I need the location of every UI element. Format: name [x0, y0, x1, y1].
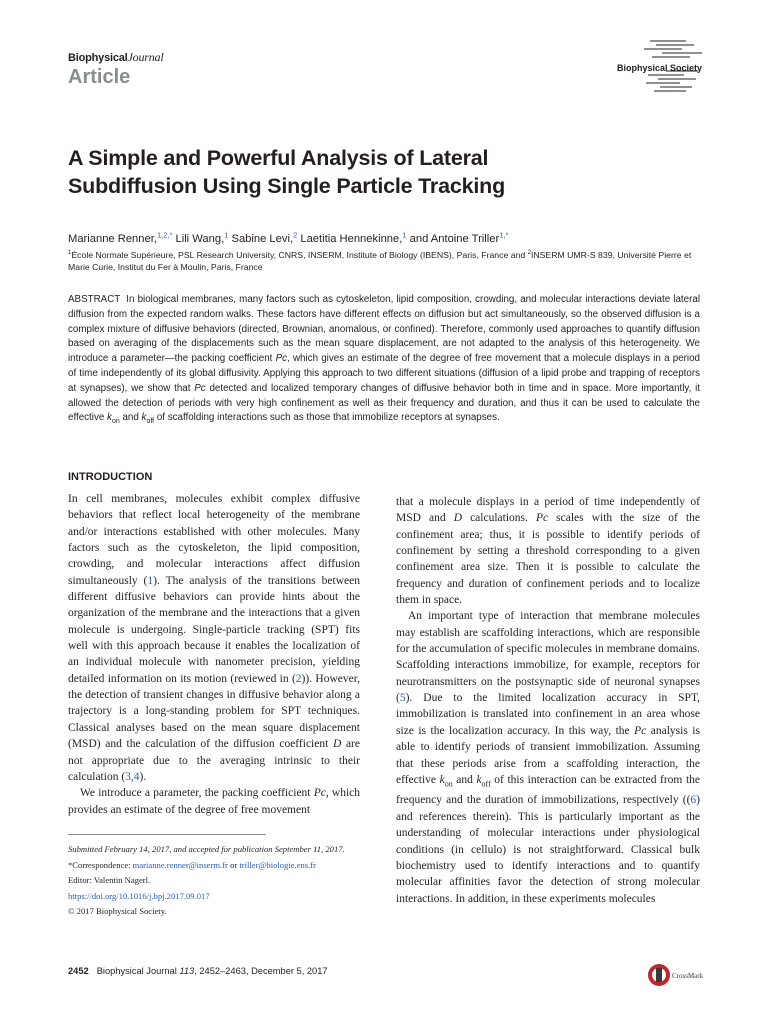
citation-link[interactable]: 2: [295, 672, 302, 685]
citation-link[interactable]: 1: [147, 574, 154, 587]
citation-link[interactable]: 3,4: [125, 770, 140, 783]
author[interactable]: Marianne Renner,$^{1,2,*}$: [68, 230, 173, 245]
author[interactable]: Sabine Levi,$^2$: [231, 230, 298, 245]
author[interactable]: Lili Wang,$^1$: [175, 230, 229, 245]
page-footer: 2452 Biophysical Journal 113, 2452–2463, December 5, 2017: [68, 966, 328, 976]
section-heading-introduction: INTRODUCTION: [68, 471, 153, 483]
author[interactable]: and Antoine Triller$^{1,*}$: [409, 230, 509, 245]
article-type-label: Article: [68, 66, 131, 88]
editor-note: Editor: Valentin Nagerl.: [68, 875, 151, 885]
footnote-divider: [68, 834, 266, 835]
paragraph: We introduce a parameter, the packing coefficient Pc, which provides an estimate of the degree of free movement: [68, 787, 360, 816]
abstract-label: ABSTRACT: [68, 294, 121, 305]
correspondence: *Correspondence: marianne.renner@inserm.fr or triller@biologie.ens.fr: [68, 859, 317, 870]
title-line-2: Subdiffusion Using Single Particle Tracking: [68, 174, 506, 198]
body-column-right: [396, 494, 700, 907]
email-link[interactable]: marianne.renner@inserm.fr: [132, 859, 228, 870]
footnotes: [68, 842, 360, 920]
journal-name: BiophysicalJournal: [68, 50, 164, 64]
author[interactable]: Laetitia Hennekinne,$^1$: [300, 230, 407, 245]
crossmark-icon: [646, 960, 706, 990]
page-number: 2452: [68, 966, 89, 976]
author-list: [68, 230, 708, 245]
paragraph: that a molecule displays in a period of time independently of MSD and D calculations. Pc scales with the size of the confinement area; thus, it is possible to identify periods of confinement by setting a threshold corresponding to a given confinement area size. Then it is possible to calculate the frequency and duration of confinement periods and to localize them in space.: [396, 496, 700, 607]
copyright: © 2017 Biophysical Society.: [68, 906, 167, 916]
email-link[interactable]: triller@biologie.ens.fr: [239, 859, 317, 870]
society-name: Biophysical Society: [616, 63, 702, 73]
doi-link[interactable]: https://doi.org/10.1016/j.bpj.2017.09.017: [68, 890, 210, 901]
citation-link[interactable]: 5: [399, 692, 406, 705]
crossmark-label: CrossMark: [672, 972, 704, 980]
affiliations: $^1$École Normale Supérieure, PSL Research University, CNRS, INSERM, Institute of Biology (IBENS), Paris, France and $^2$INSERM UMR-S 839, Université Pierre et Marie Curie, Institut du Fer à Moulin, Paris, France: [68, 249, 692, 272]
citation-link[interactable]: 6: [690, 794, 697, 807]
paragraph: In cell membranes, molecules exhibit complex diffusive behaviors that reflect local heterogeneity of the membrane and/or interactions established with other molecules. Many factors such as the cytoskeleton, the lipid composition, crowding, and molecular interactions affect diffusion simultaneously (1). The analysis of the transitions between different diffusive behaviors can provide hints about the organization of the membrane and the interactions that a given molecule is undergoing. Single-particle tracking (SPT) fits well with this approach because it enables the localization of an individual molecule with nanometer precision, yielding detailed information on its motion (reviewed in (2)). However, the detection of transient changes in diffusive behavior along a trajectory is a long-standing problem for SPT techniques. Classical analyses based on the mean square displacement (MSD) and the calculation of the diffusion coefficient D are not appropriate due to the averaging intrinsic to their calculation (3,4).: [68, 493, 360, 783]
article-title: [68, 144, 688, 200]
body-column-left: [68, 491, 360, 818]
paragraph: An important type of interaction that membrane molecules may establish are scaffolding interactions, which are responsible for the accumulation of specific molecules in membrane domains. Scaffolding interactions immobilize, for example, receptors for neurotransmitters on the postsynaptic side of neuronal synapses (5). Due to the limited localization accuracy in SPT, immobilization is translated into confinement in an area whose size is the localization accuracy. In this way, the Pc analysis is able to identify periods of transient immobilization. Assuming that these periods arise from a scaffolding interaction, the effective $k_{on}$ and $k_{off}$ of this interaction can be extracted from the frequency and the duration of immobilizations, respectively ((6) and references therein). This is particularly important as the understanding of molecular interactions under physiological conditions (in cellulo) is not straightforward. Classical bulk biochemistry used to identify interactions and to quantify molecular affinities favor the detection of strong molecular interactions. In addition, in these experiments molecules: [396, 610, 700, 905]
title-line-1: A Simple and Powerful Analysis of Lateral: [68, 146, 489, 170]
submission-dates: Submitted February 14, 2017, and accepted for publication September 11, 2017.: [68, 844, 345, 854]
crossmark-badge[interactable]: [646, 960, 706, 990]
abstract: ABSTRACT In biological membranes, many factors such as cytoskeleton, lipid composition, crowding, and molecular interactions deviate lateral diffusion from the expected random walks. These factors have different effects on diffusion but act simultaneously, so the observed diffusion is a complex mixture of diffusive behaviors (directed, Brownian, anomalous, or confined). Therefore, commonly used approaches to quantify diffusion based on averaging of the displacements such as the mean square displacement, are not adapted to the analysis of this heterogeneity. We introduce a parameter—the packing coefficient Pc, which gives an estimate of the degree of free movement that a molecule displays in a period of time independently of its global diffusivity. Applying this approach to two different situations (diffusion of a lipid probe and trapping of receptors at synapses), we show that Pc detected and localized temporary changes of diffusive behavior both in time and in space. More importantly, it allowed the detection of periods with very high confinement as well as their frequency and duration, and thus it can be used to calculate the effective $k_{on}$ and $k_{off}$ of scaffolding interactions such as those that immobilize receptors at synapses.: [68, 294, 701, 426]
